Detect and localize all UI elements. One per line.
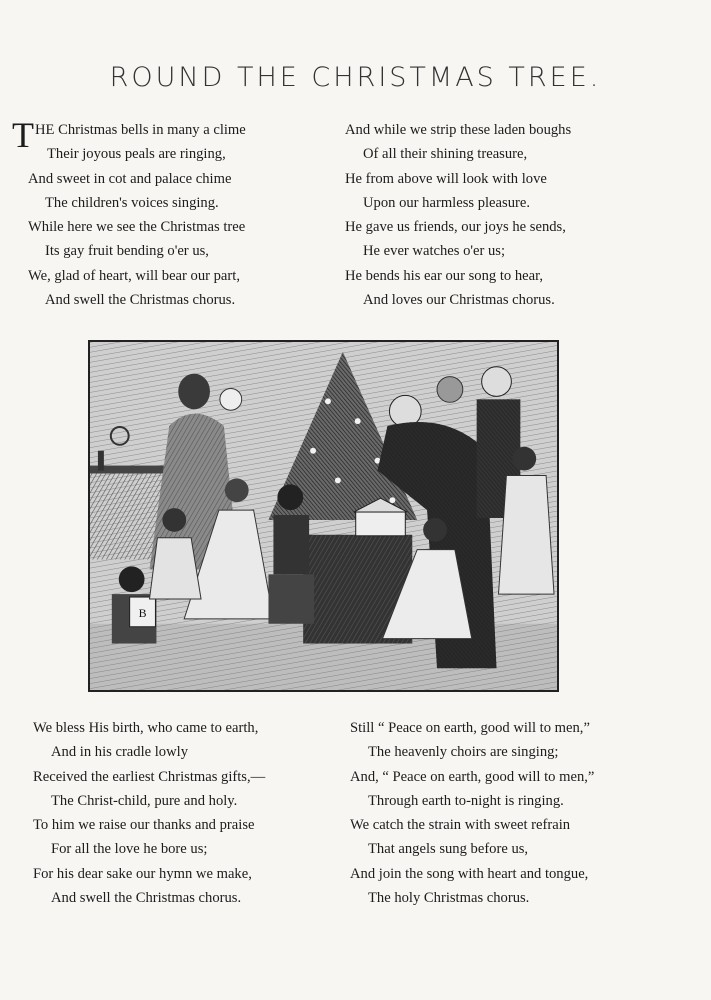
block-letter: B [138, 605, 147, 620]
stanza-line: Their joyous peals are ringing, [47, 146, 226, 163]
stanza-line: We, glad of heart, will bear our part, [28, 267, 240, 284]
page-title: ROUND THE CHRISTMAS TREE. [109, 62, 602, 93]
stanza-line: Still “ Peace on earth, good will to men,” [350, 720, 590, 736]
stanza-line: He ever watches o'er us; [363, 243, 506, 260]
stanza-line: Through earth to-night is ringing. [368, 792, 564, 809]
stanza-line: Upon our harmless pleasure. [363, 194, 530, 211]
stanza-line: And loves our Christmas chorus. [363, 292, 555, 309]
stanza-line: He gave us friends, our joys he sends, [345, 219, 566, 236]
stanza-line: And sweet in cot and palace chime [28, 170, 232, 187]
christmas-tree-engraving [88, 340, 559, 692]
engraving-picture [90, 342, 557, 690]
drop-cap: T [12, 115, 34, 155]
stanza-1 [12, 115, 246, 312]
stanza-4 [350, 716, 594, 910]
stanza-line: Received the earliest Christmas gifts,— [33, 768, 266, 785]
stanza-line: To him we raise our thanks and praise [33, 817, 255, 834]
stanza-line: We bless His birth, who came to earth, [33, 720, 259, 736]
stanza-line: Its gay fruit bending o'er us, [45, 243, 209, 260]
stanza-line: For all the love he bore us; [51, 841, 208, 858]
stanza-line: And, “ Peace on earth, good will to men,” [350, 768, 595, 785]
stanza-line: And in his cradle lowly [51, 744, 188, 761]
stanza-line: For his dear sake our hymn we make, [33, 865, 252, 882]
stanza-line: Of all their shining treasure, [363, 146, 528, 163]
stanza-line: That angels sung before us, [368, 841, 529, 858]
stanza-line: And swell the Christmas chorus. [51, 890, 242, 907]
stanza-line: And while we strip these laden boughs [345, 122, 572, 138]
stanza-line: The holy Christmas chorus. [368, 890, 530, 907]
stanza-2 [345, 118, 571, 312]
stanza-line-text: HE Christmas bells in many a clime [35, 122, 246, 138]
stanza-line: While here we see the Christmas tree [28, 219, 246, 236]
stanza-line: And swell the Christmas chorus. [45, 292, 236, 309]
stanza-line: The Christ-child, pure and holy. [51, 792, 238, 809]
stanza-line: He from above will look with love [345, 170, 547, 187]
stanza-3 [33, 716, 265, 910]
stanza-line: He bends his ear our song to hear, [345, 267, 543, 284]
stanza-line: The heavenly choirs are singing; [368, 744, 559, 761]
stanza-line: And join the song with heart and tongue, [350, 865, 589, 882]
stanza-line: We catch the strain with sweet refrain [350, 817, 571, 834]
stanza-line: The children's voices singing. [45, 194, 219, 211]
